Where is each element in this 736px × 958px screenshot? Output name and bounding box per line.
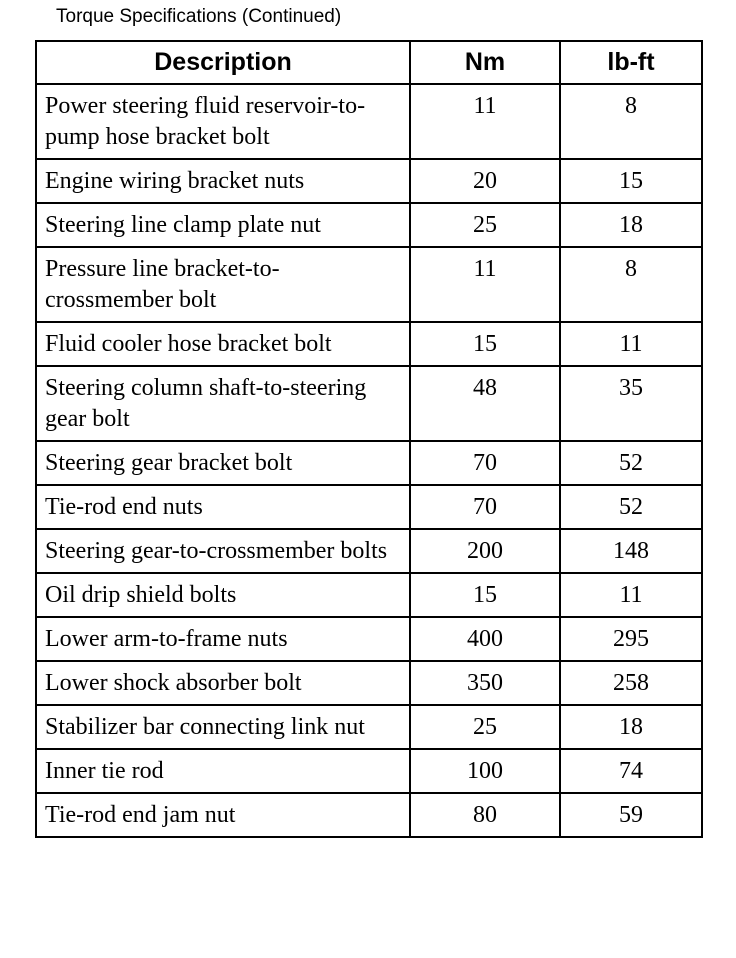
table-row <box>36 529 702 573</box>
row-lbft: 11 <box>560 573 702 617</box>
row-description: Lower shock absorber bolt <box>36 661 410 705</box>
table-row <box>36 84 702 159</box>
row-nm: 400 <box>410 617 560 661</box>
row-lbft: 295 <box>560 617 702 661</box>
row-description: Lower arm-to-frame nuts <box>36 617 410 661</box>
row-lbft: 18 <box>560 203 702 247</box>
row-nm: 15 <box>410 322 560 366</box>
row-description: Power steering fluid reservoir-to-pump hose bracket bolt <box>36 84 410 159</box>
row-lbft: 52 <box>560 441 702 485</box>
row-description: Engine wiring bracket nuts <box>36 159 410 203</box>
table-row <box>36 573 702 617</box>
row-description: Pressure line bracket-to-crossmember bolt <box>36 247 410 322</box>
row-nm: 80 <box>410 793 560 837</box>
table-row <box>36 705 702 749</box>
table-caption: Torque Specifications (Continued) <box>56 6 342 27</box>
row-description: Fluid cooler hose bracket bolt <box>36 322 410 366</box>
header-description: Description <box>36 41 410 84</box>
table-row <box>36 793 702 837</box>
row-nm: 48 <box>410 366 560 441</box>
row-lbft: 11 <box>560 322 702 366</box>
row-lbft: 8 <box>560 247 702 322</box>
row-lbft: 258 <box>560 661 702 705</box>
row-lbft: 59 <box>560 793 702 837</box>
row-nm: 11 <box>410 247 560 322</box>
row-lbft: 148 <box>560 529 702 573</box>
row-description: Steering gear bracket bolt <box>36 441 410 485</box>
torque-spec-table <box>35 40 703 838</box>
row-nm: 100 <box>410 749 560 793</box>
row-description: Inner tie rod <box>36 749 410 793</box>
row-nm: 25 <box>410 203 560 247</box>
row-nm: 20 <box>410 159 560 203</box>
row-description: Steering gear-to-crossmember bolts <box>36 529 410 573</box>
table-row <box>36 159 702 203</box>
table-row <box>36 366 702 441</box>
row-nm: 11 <box>410 84 560 159</box>
row-lbft: 18 <box>560 705 702 749</box>
row-description: Oil drip shield bolts <box>36 573 410 617</box>
row-lbft: 52 <box>560 485 702 529</box>
table-row <box>36 617 702 661</box>
header-lbft: lb-ft <box>560 41 702 84</box>
row-description: Steering column shaft-to-steering gear bolt <box>36 366 410 441</box>
row-lbft: 74 <box>560 749 702 793</box>
table-row <box>36 661 702 705</box>
row-nm: 70 <box>410 441 560 485</box>
table-row <box>36 203 702 247</box>
table-row <box>36 749 702 793</box>
row-lbft: 8 <box>560 84 702 159</box>
header-row <box>36 41 702 84</box>
row-description: Tie-rod end jam nut <box>36 793 410 837</box>
row-description: Tie-rod end nuts <box>36 485 410 529</box>
row-lbft: 15 <box>560 159 702 203</box>
table-row <box>36 485 702 529</box>
row-nm: 350 <box>410 661 560 705</box>
table-row <box>36 322 702 366</box>
row-lbft: 35 <box>560 366 702 441</box>
table-row <box>36 441 702 485</box>
row-nm: 15 <box>410 573 560 617</box>
table-row <box>36 247 702 322</box>
row-description: Stabilizer bar connecting link nut <box>36 705 410 749</box>
row-nm: 70 <box>410 485 560 529</box>
row-description: Steering line clamp plate nut <box>36 203 410 247</box>
row-nm: 200 <box>410 529 560 573</box>
row-nm: 25 <box>410 705 560 749</box>
header-nm: Nm <box>410 41 560 84</box>
